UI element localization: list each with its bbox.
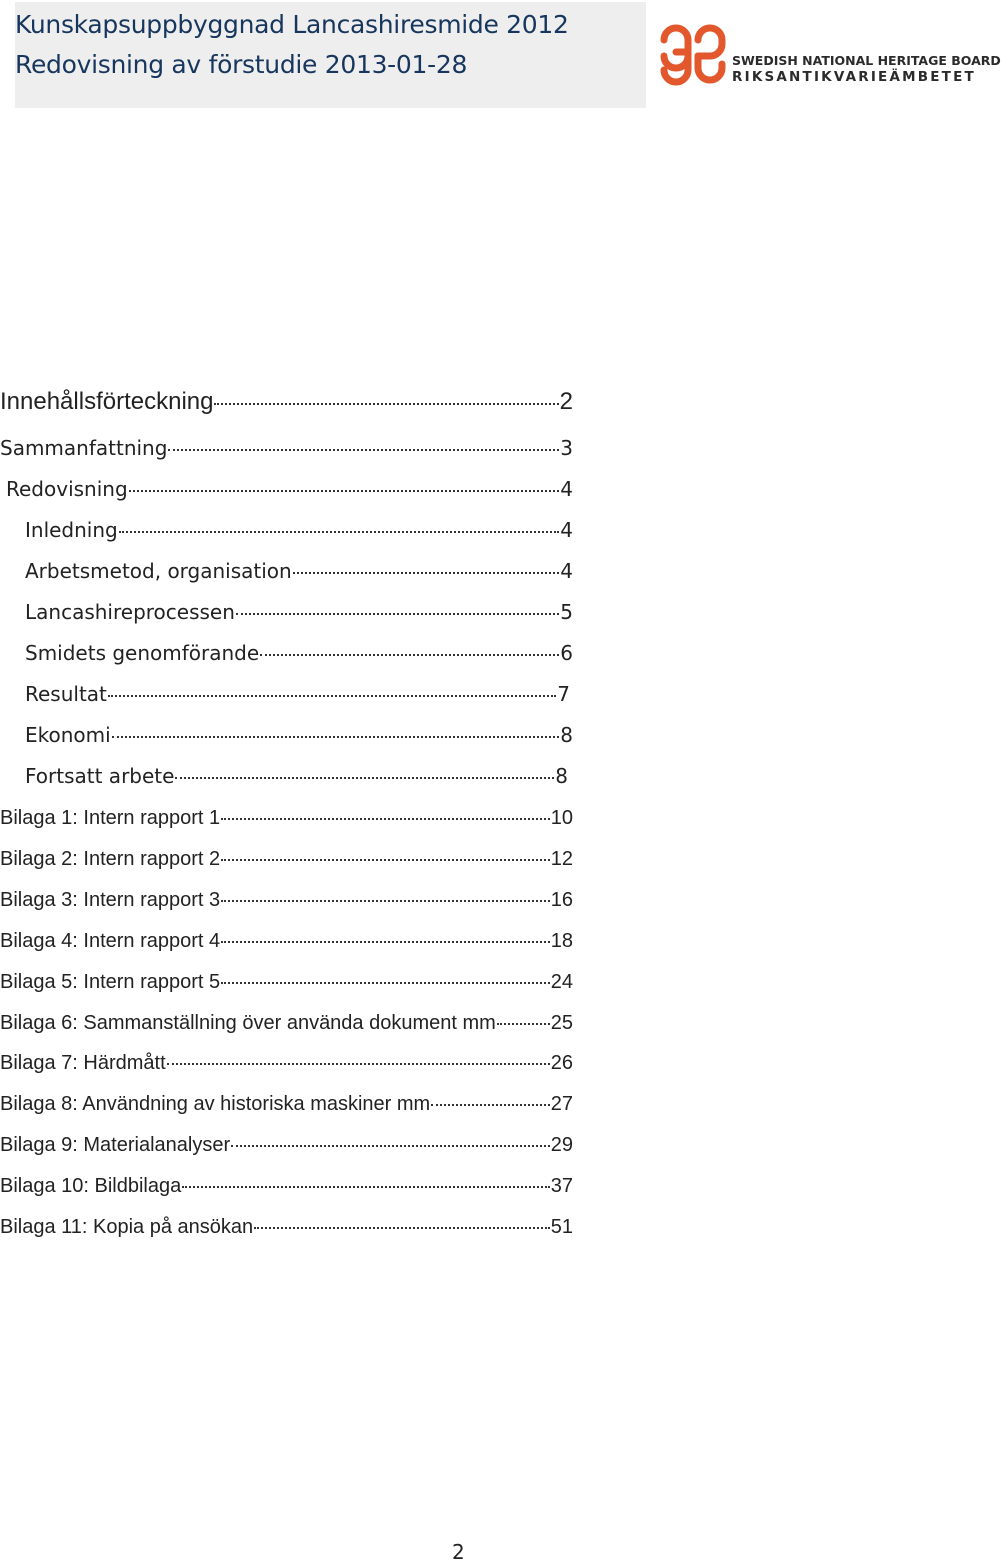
- toc-entry-title: Bilaga 9: Materialanalyser: [0, 1134, 231, 1157]
- toc-entry-title: Arbetsmetod, organisation: [25, 559, 292, 583]
- page-number: 2: [452, 1540, 465, 1564]
- toc-dot-leader: [167, 1043, 550, 1065]
- toc-entry-title: Resultat: [25, 682, 107, 706]
- toc-entry-title: Bilaga 1: Intern rapport 1: [0, 807, 221, 829]
- toc-entry-title: Fortsatt arbete: [25, 764, 175, 788]
- toc-dot-leader: [293, 552, 560, 574]
- toc-entry[interactable]: [0, 1211, 573, 1241]
- toc-entry-title: Bilaga 8: Användning av historiska maskiner mm: [0, 1093, 431, 1116]
- toc-dot-leader: [221, 798, 550, 820]
- toc-entry-page: 8: [560, 723, 573, 747]
- toc-entry-title: Bilaga 3: Intern rapport 3: [0, 888, 221, 911]
- toc-entry-page: 51: [550, 1216, 573, 1238]
- toc-entry[interactable]: [25, 638, 573, 668]
- toc-entry-page: 2: [559, 388, 573, 415]
- document-title: Kunskapsuppbyggnad Lancashiresmide 2012: [15, 10, 569, 39]
- toc-entry-title: Lancashireprocessen: [25, 600, 235, 624]
- riksantikvarieambetet-logo: [658, 16, 1001, 88]
- toc-entry-page: 3: [560, 436, 573, 460]
- logo-text-english: SWEDISH NATIONAL HERITAGE BOARD: [732, 53, 1001, 68]
- toc-entry-page: 16: [550, 888, 573, 911]
- toc-entry-title: Sammanfattning: [0, 436, 168, 460]
- toc-entry-title: Bilaga 11: Kopia på ansökan: [0, 1216, 254, 1238]
- toc-entry-page: 27: [550, 1093, 573, 1116]
- toc-entry-title: Ekonomi: [25, 723, 111, 747]
- toc-entry[interactable]: [25, 679, 570, 709]
- toc-entry[interactable]: [0, 925, 573, 955]
- toc-entry-title: Smidets genomförande: [25, 641, 260, 665]
- toc-dot-leader: [260, 634, 559, 656]
- toc-entry-title: Bilaga 7: Härdmått: [0, 1052, 166, 1075]
- heritage-board-emblem-icon: [658, 16, 728, 86]
- toc-dot-leader: [497, 1003, 550, 1025]
- toc-entry-page: 4: [560, 477, 573, 501]
- toc-entry[interactable]: [0, 966, 573, 996]
- toc-entry-page: 29: [550, 1134, 573, 1157]
- toc-dot-leader: [231, 1125, 550, 1147]
- toc-entry-title: Inledning: [25, 518, 118, 542]
- toc-entry[interactable]: [0, 1047, 573, 1077]
- toc-entry-title: Bilaga 6: Sammanställning över använda dokument mm: [0, 1011, 496, 1034]
- toc-entry[interactable]: [0, 1170, 573, 1200]
- toc-dot-leader: [236, 593, 559, 615]
- toc-entry-page: 18: [550, 929, 573, 952]
- toc-dot-leader: [129, 470, 560, 492]
- toc-dot-leader: [182, 1166, 550, 1188]
- toc-entry[interactable]: [0, 843, 573, 873]
- toc-entry[interactable]: [25, 720, 573, 750]
- toc-dot-leader: [221, 921, 550, 943]
- toc-entry-page: 37: [550, 1175, 573, 1198]
- toc-entry-title: Innehållsförteckning: [0, 388, 214, 415]
- toc-dot-leader: [431, 1084, 550, 1106]
- toc-entry[interactable]: [0, 1088, 573, 1118]
- toc-dot-leader: [254, 1207, 550, 1229]
- toc-entry-page: 4: [560, 559, 573, 583]
- toc-entry-page: 10: [550, 807, 573, 829]
- toc-dot-leader: [119, 511, 560, 533]
- toc-entry-title: Bilaga 10: Bildbilaga: [0, 1175, 182, 1198]
- toc-entry-title: Redovisning: [6, 477, 128, 501]
- toc-entry-page: 5: [560, 600, 573, 624]
- toc-entry[interactable]: [6, 474, 573, 504]
- toc-entry[interactable]: [0, 383, 573, 413]
- toc-entry-page: 8: [555, 764, 568, 788]
- toc-dot-leader: [221, 962, 550, 984]
- toc-dot-leader: [108, 675, 556, 697]
- toc-entry-title: Bilaga 4: Intern rapport 4: [0, 929, 221, 952]
- toc-entry[interactable]: [25, 556, 573, 586]
- logo-text-swedish: RIKSANTIKVARIEÄMBETET: [732, 69, 976, 85]
- toc-entry[interactable]: [0, 802, 573, 832]
- toc-entry[interactable]: [0, 884, 573, 914]
- toc-entry-page: 25: [550, 1011, 573, 1034]
- toc-entry-page: 12: [550, 847, 573, 870]
- document-subtitle: Redovisning av förstudie 2013-01-28: [15, 50, 468, 79]
- toc-dot-leader: [221, 880, 550, 902]
- toc-entry[interactable]: [0, 1129, 573, 1159]
- toc-dot-leader: [221, 839, 550, 861]
- toc-entry[interactable]: [0, 433, 573, 463]
- toc-entry[interactable]: [25, 515, 573, 545]
- toc-entry-page: 6: [560, 641, 573, 665]
- toc-entry[interactable]: [0, 1007, 573, 1037]
- toc-dot-leader: [112, 716, 560, 738]
- toc-entry-title: Bilaga 5: Intern rapport 5: [0, 970, 221, 993]
- toc-dot-leader: [175, 757, 554, 779]
- toc-dot-leader: [214, 379, 558, 405]
- toc-entry[interactable]: [25, 761, 568, 791]
- toc-entry-page: 4: [560, 518, 573, 542]
- toc-entry[interactable]: [25, 597, 573, 627]
- toc-entry-page: 7: [557, 682, 570, 706]
- toc-dot-leader: [168, 429, 559, 451]
- toc-entry-page: 24: [550, 970, 573, 993]
- toc-entry-page: 26: [550, 1052, 573, 1075]
- toc-entry-title: Bilaga 2: Intern rapport 2: [0, 847, 221, 870]
